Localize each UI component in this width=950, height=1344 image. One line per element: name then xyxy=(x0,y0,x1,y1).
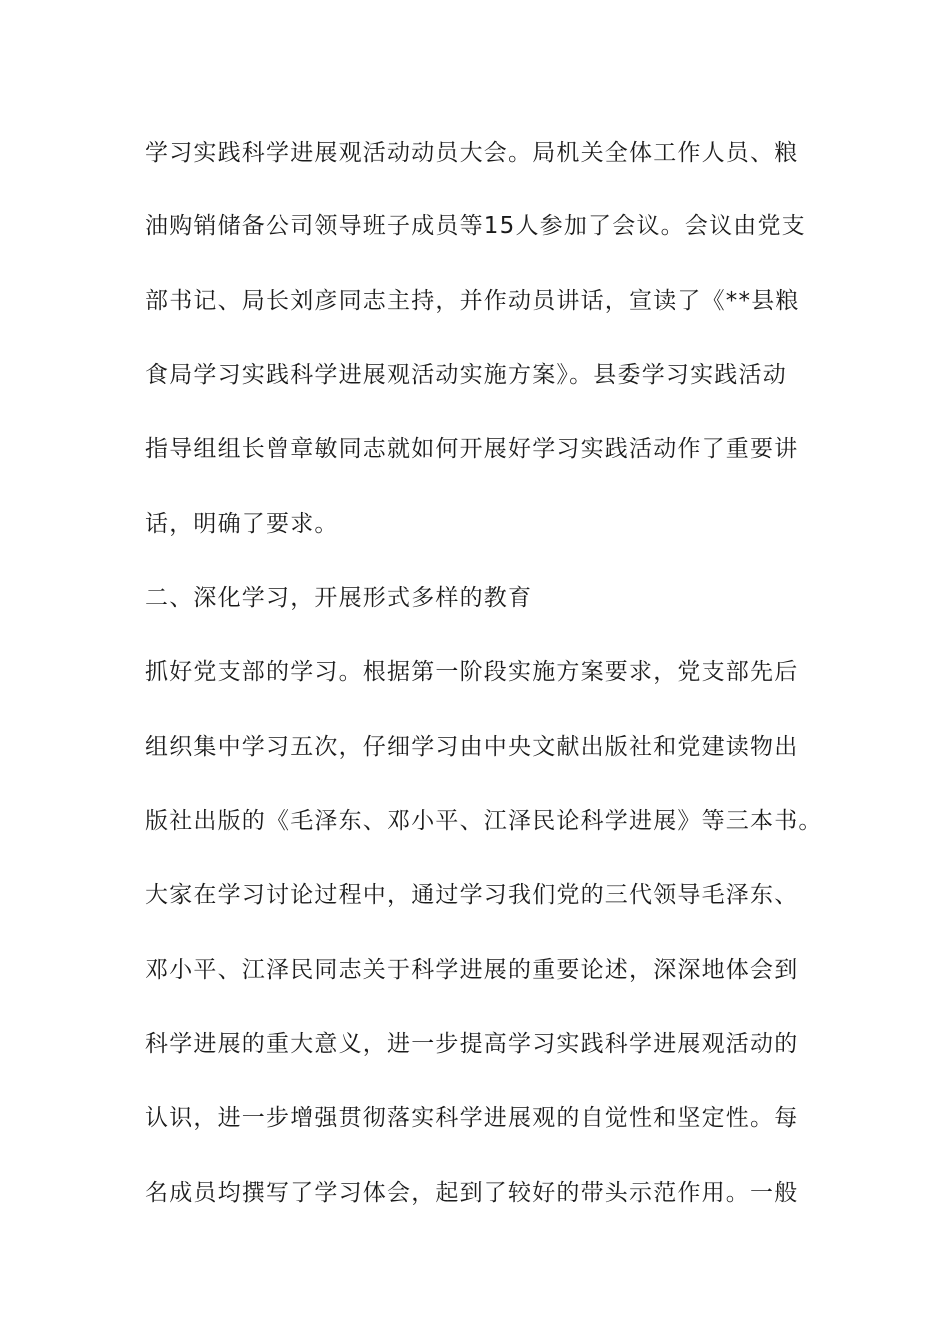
body-text-line: 认识，进一步增强贯彻落实科学进展观的自觉性和坚定性。每 xyxy=(145,1105,799,1131)
body-text-line: 大家在学习讨论过程中，通过学习我们党的三代领导毛泽东、 xyxy=(145,882,799,908)
body-text-line: 油购销储备公司领导班子成员等15人参加了会议。会议由党支 xyxy=(145,213,806,239)
body-text-line: 科学进展的重大意义，进一步提高学习实践科学进展观活动的 xyxy=(145,1031,799,1057)
body-text-line: 名成员均撰写了学习体会，起到了较好的带头示范作用。一般 xyxy=(145,1180,799,1206)
section-heading: 二、深化学习，开展形式多样的教育 xyxy=(145,585,533,611)
body-text-line: 学习实践科学进展观活动动员大会。局机关全体工作人员、粮 xyxy=(145,140,799,166)
body-text-line: 版社出版的《毛泽东、邓小平、江泽民论科学进展》等三本书。 xyxy=(145,808,823,834)
body-text-line: 指导组组长曾章敏同志就如何开展好学习实践活动作了重要讲 xyxy=(145,436,799,462)
body-text-line: 邓小平、江泽民同志关于科学进展的重要论述，深深地体会到 xyxy=(145,957,799,983)
body-text-line: 食局学习实践科学进展观活动实施方案》。县委学习实践活动 xyxy=(145,362,787,388)
body-text-line: 组织集中学习五次，仔细学习由中央文献出版社和党建读物出 xyxy=(145,734,799,760)
body-text-line: 部书记、局长刘彦同志主持，并作动员讲话，宣读了《**县粮 xyxy=(145,288,800,314)
body-text-line: 抓好党支部的学习。根据第一阶段实施方案要求，党支部先后 xyxy=(145,659,799,685)
body-text-line: 话，明确了要求。 xyxy=(145,511,339,537)
